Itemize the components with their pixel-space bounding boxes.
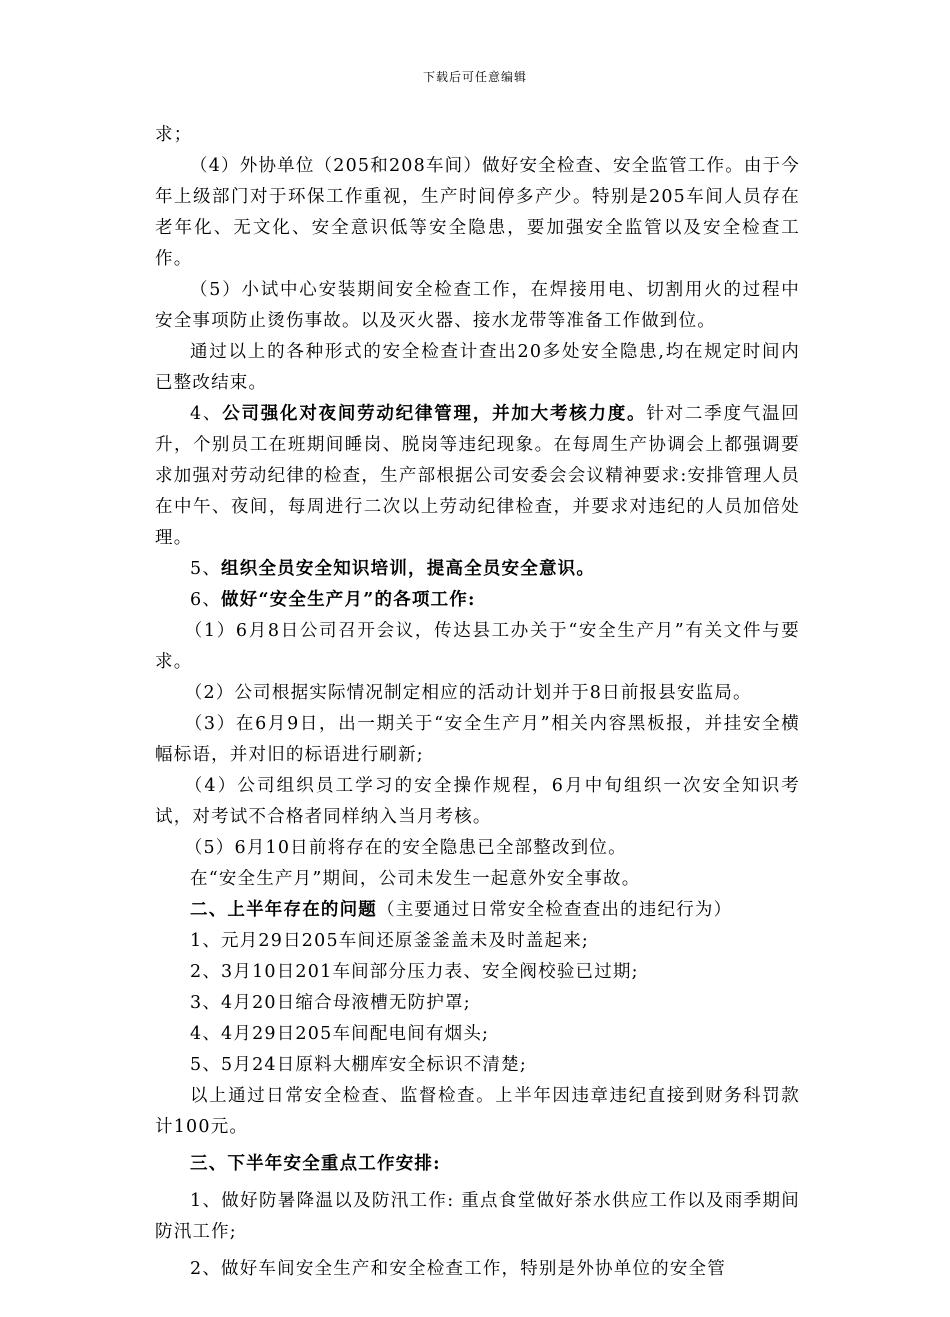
paragraph: （5）6月10日前将存在的安全隐患已全部整改到位。: [184, 838, 627, 858]
paragraph: 求；: [155, 125, 193, 145]
paragraph: [155, 399, 800, 554]
paragraph: （3）在6月9日，出一期关于“安全生产月”相关内容黑板报，并挂安全横幅标语，并对旧的标语进行刷新;: [155, 714, 800, 765]
page-header: 下载后可任意编辑: [422, 70, 527, 84]
paragraph: （2）公司根据实际情况制定相应的活动计划并于8日前报县安监局。: [184, 683, 752, 703]
paragraph-heading: 组织全员安全知识培训，提高全员安全意识。: [221, 559, 596, 579]
paragraph: （4）公司组织员工学习的安全操作规程，6月中旬组织一次安全知识考试，对考试不合格者同样纳入当月考核。: [155, 776, 800, 827]
section-heading-note: （主要通过日常安全检查查出的违纪行为）: [377, 900, 733, 920]
paragraph: [155, 895, 800, 926]
paragraph: 在“安全生产月”期间，公司未发生一起意外安全事故。: [190, 869, 641, 889]
list-item: 4、4月29日205车间配电间有烟头;: [190, 1024, 490, 1044]
list-item: 3、4月20日缩合母液槽无防护罩;: [190, 993, 471, 1013]
paragraph: （4）外协单位（205和208车间）做好安全检查、安全监管工作。由于今年上级部门对于环保工作重视，生产时间停多产少。特别是205车间人员存在老年化、无文化、安全意识低等安全隐患，要加强安全监管以及安全检查工作。: [155, 156, 800, 269]
section-heading: 三、下半年安全重点工作安排:: [190, 1154, 441, 1174]
paragraph: [155, 585, 800, 616]
document-body: [155, 120, 800, 1285]
paragraph: （1）6月8日公司召开会议，传达县工办关于“安全生产月”有关文件与要求。: [155, 621, 800, 672]
paragraph-heading: 做好“安全生产月”的各项工作:: [221, 590, 476, 610]
paragraph-text: 针对二季度气温回升，个别员工在班期间睡岗、脱岗等违纪现象。在每周生产协调会上都强调要求加强对劳动纪律的检查，生产部根据公司安委会会议精神要求:安排管理人员在中午、夜间，每周进行二次以上劳动纪律检查，并要求对违纪的人员加倍处理。: [155, 404, 800, 548]
paragraph: 以上通过日常安全检查、监督检查。上半年因违章违纪直接到财务科罚款计100元。: [155, 1086, 800, 1137]
paragraph-heading: 公司强化对夜间劳动纪律管理，并加大考核力度。: [222, 404, 647, 424]
paragraph: （5）小试中心安装期间安全检查工作，在焊接用电、切割用火的过程中安全事项防止烫伤事故。以及灭火器、接水龙带等准备工作做到位。: [155, 280, 800, 331]
section-heading: 二、上半年存在的问题: [190, 900, 377, 920]
paragraph: 2、做好车间安全生产和安全检查工作，特别是外协单位的安全管: [190, 1259, 726, 1279]
list-item: 1、元月29日205车间还原釜釜盖未及时盖起来;: [190, 931, 589, 951]
paragraph-number: 6、: [190, 590, 222, 610]
paragraph: 1、做好防暑降温以及防汛工作: 重点食堂做好茶水供应工作以及雨季期间防汛工作;: [155, 1191, 800, 1242]
paragraph-number: 4、: [190, 404, 223, 424]
list-item: 2、3月10日201车间部分压力表、安全阀校验已过期;: [190, 962, 639, 982]
list-item: 5、5月24日原料大棚库安全标识不清楚;: [190, 1055, 527, 1075]
paragraph: [155, 554, 800, 585]
paragraph: 通过以上的各种形式的安全检查计查出20多处安全隐患,均在规定时间内已整改结束。: [155, 342, 800, 393]
paragraph-number: 5、: [190, 559, 222, 579]
